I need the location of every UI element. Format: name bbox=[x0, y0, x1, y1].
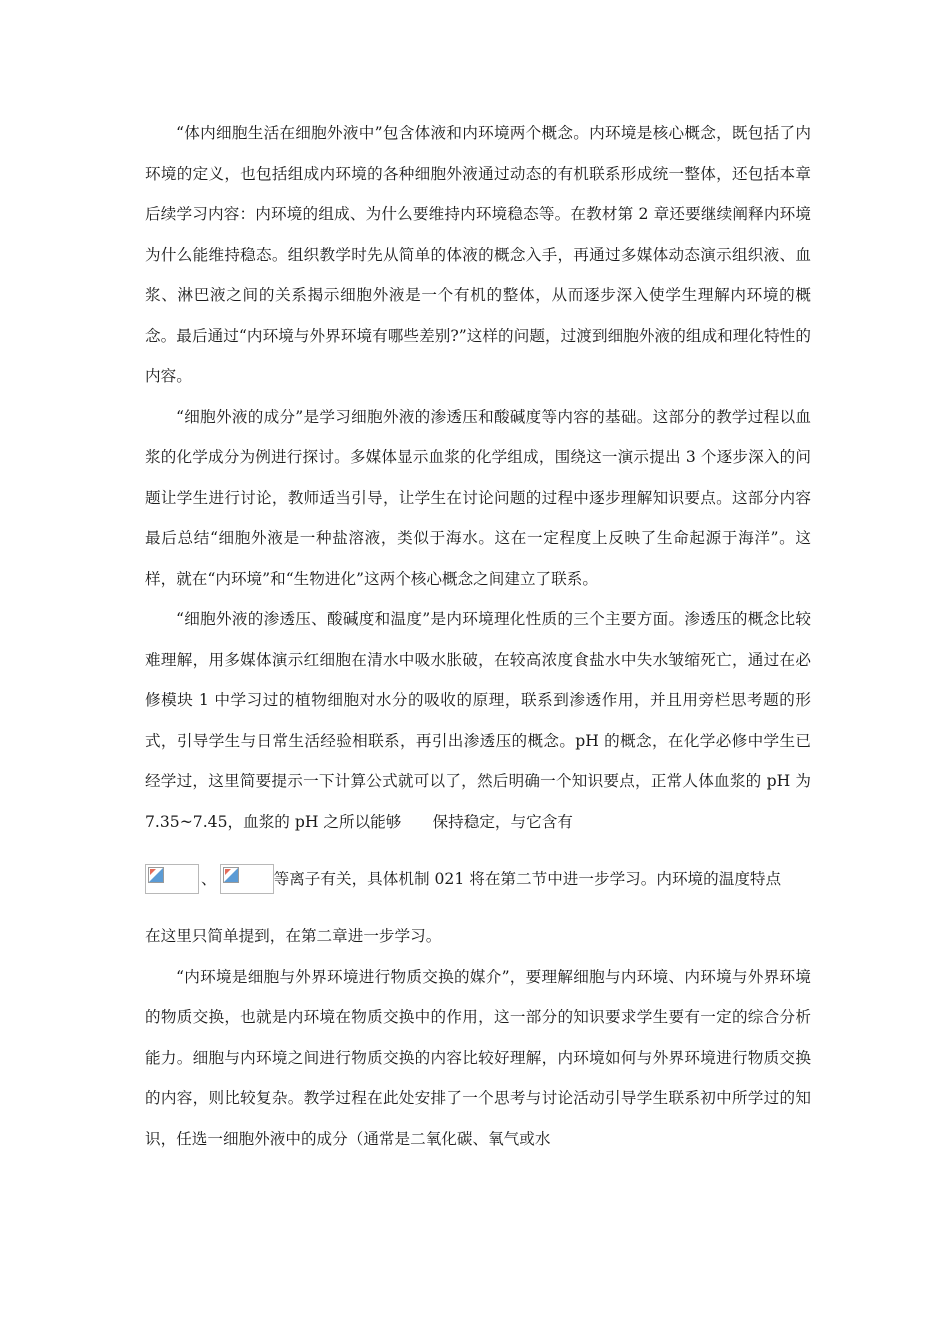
broken-image-icon bbox=[145, 864, 199, 894]
paragraph-continuation: 在这里只简单提到，在第二章进一步学习。 bbox=[145, 927, 442, 945]
paragraph-material-exchange: “内环境是细胞与外界环境进行物质交换的媒介”，要理解细胞与内环境、内环境与外界环境的物质交换，也就是内环境在物质交换中的作用，这一部分的知识要求学生要有一定的综合分析能力。细胞与内环境之间进行物质交换的内容比较好理解，内环境如何与外界环境进行物质交换的内容，则比较复杂。教学过程在此处安排了一个思考与讨论活动引导学生联系初中所学过的知识，任选一细胞外液中的成分（通常是二氧化碳、氧气或水 bbox=[145, 967, 811, 1148]
paragraph-physicochemical-properties: “细胞外液的渗透压、酸碱度和温度”是内环境理化性质的三个主要方面。渗透压的概念比较难理解，用多媒体演示红细胞在清水中吸水胀破，在较高浓度食盐水中失水皱缩死亡，通过在必修模块 1 中学习过的植物细胞对水分的吸收的原理，联系到渗透作用，并且用旁栏思考题的形式，引导学生与日常生活经验相联系，再引出渗透压的概念。pH 的概念，在化学必修中学生已经学过，这里简要提示一下计算公式就可以了，然后明确一个知识要点，正常人体血浆的 pH 为 7.35~7.45，血浆的 pH 之所以能够 保持稳定，与它含有 bbox=[145, 610, 811, 831]
paragraph-internal-environment: “体内细胞生活在细胞外液中”包含体液和内环境两个概念。内环境是核心概念，既包括了内环境的定义，也包括组成内环境的各种细胞外液通过动态的有机联系形成统一整体，还包括本章后续学习内容：内环境的组成、为什么要维持内环境稳态等。在教材第 2 章还要继续阐释内环境为什么能维持稳态。组织教学时先从简单的体液的概念入手，再通过多媒体动态演示组织液、血浆、淋巴液之间的关系揭示细胞外液是一个有机的整体，从而逐步深入使学生理解内环境的概念。最后通过“内环境与外界环境有哪些差别?”这样的问题，过渡到细胞外液的组成和理化特性的内容。 bbox=[145, 124, 811, 385]
paragraph-extracellular-fluid-composition: “细胞外液的成分”是学习细胞外液的渗透压和酸碱度等内容的基础。这部分的教学过程以血浆的化学成分为例进行探讨。多媒体显示血浆的化学组成，围绕这一演示提出 3 个逐步深入的问题让学生进行讨论，教师适当引导，让学生在讨论问题的过程中逐步理解知识要点。这部分内容最后总结“细胞外液是一种盐溶液，类似于海水。这在一定程度上反映了生命起源于海洋”。这样，就在“内环境”和“生物进化”这两个核心概念之间建立了联系。 bbox=[145, 407, 811, 588]
inline-image-line bbox=[145, 842, 811, 916]
ion-text: 等离子有关，具体机制 021 将在第二节中进一步学习。内环境的温度特点 bbox=[273, 869, 782, 888]
broken-image-icon bbox=[220, 864, 274, 894]
image-separator: 、 bbox=[201, 869, 217, 888]
document-body bbox=[145, 113, 811, 1159]
